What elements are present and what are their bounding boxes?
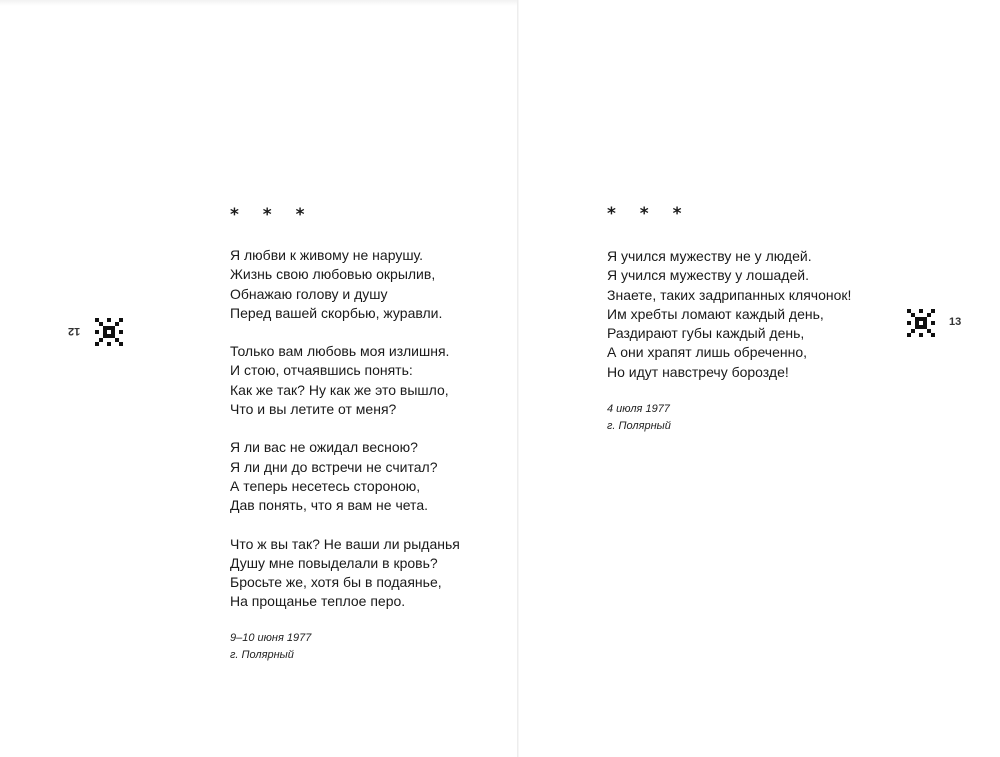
poem-line: Только вам любовь моя излишня. [230,343,450,360]
poem-line: А они храпят лишь обреченно, [607,344,808,361]
page-top-shadow [0,0,519,6]
poem-line: Жизнь свою любовью окрылив, [230,266,436,283]
poem-line: Но идут навстречу борозде! [607,363,789,380]
poem-place: г. Полярный [230,649,294,661]
poem-line: На прощанье теплое перо. [230,593,406,610]
poem-line: Душу мне повыделали в кровь? [230,554,438,571]
left-separator: * * * [230,205,314,225]
poem-line: Обнажаю голову и душу [230,285,388,302]
page-number-right: 13 [949,316,962,328]
poem-line: Я любви к живому не нарушу. [230,247,424,263]
right-separator: * * * [607,204,691,224]
stanza-gap [230,419,460,438]
poem-place: г. Полярный [607,420,671,432]
poem-line: Я учился мужеству у лошадей. [607,267,809,284]
folk-cross-ornament-icon [907,309,935,337]
poem-line: Раздирают губы каждый день, [607,325,805,342]
poem-date: 9–10 июня 1977 [230,632,312,644]
poem-date: 4 июля 1977 [607,403,670,415]
right-page [519,0,1000,757]
right-dateline [607,401,671,435]
stanza-gap [230,323,460,342]
poem-line: Я ли вас не ожидал весною? [230,439,418,456]
poem-line: Что ж вы так? Не ваши ли рыданья [230,535,460,552]
page-number-left: 12 [68,325,81,337]
left-poem [230,246,460,612]
poem-line: Я ли дни до встречи не считал? [230,458,438,475]
poem-line: И стою, отчаявшись понять: [230,362,413,379]
poem-line: Как же так? Ну как же это вышло, [230,381,449,398]
left-dateline [230,630,311,664]
poem-line: А теперь несетесь стороною, [230,477,421,494]
poem-line: Что и вы летите от меня? [230,401,397,418]
stanza-gap [230,516,460,535]
poem-line: Дав понять, что я вам не чета. [230,497,428,514]
folk-cross-ornament-icon [95,318,123,346]
poem-line: Перед вашей скорбью, журавли. [230,304,443,321]
poem-line: Знаете, таких задрипанных клячонок! [607,286,852,303]
right-poem [607,247,851,382]
poem-line: Им хребты ломают каждый день, [607,305,824,322]
poem-line: Бросьте же, хотя бы в подаянье, [230,574,442,591]
poem-line: Я учился мужеству не у людей. [607,248,812,264]
